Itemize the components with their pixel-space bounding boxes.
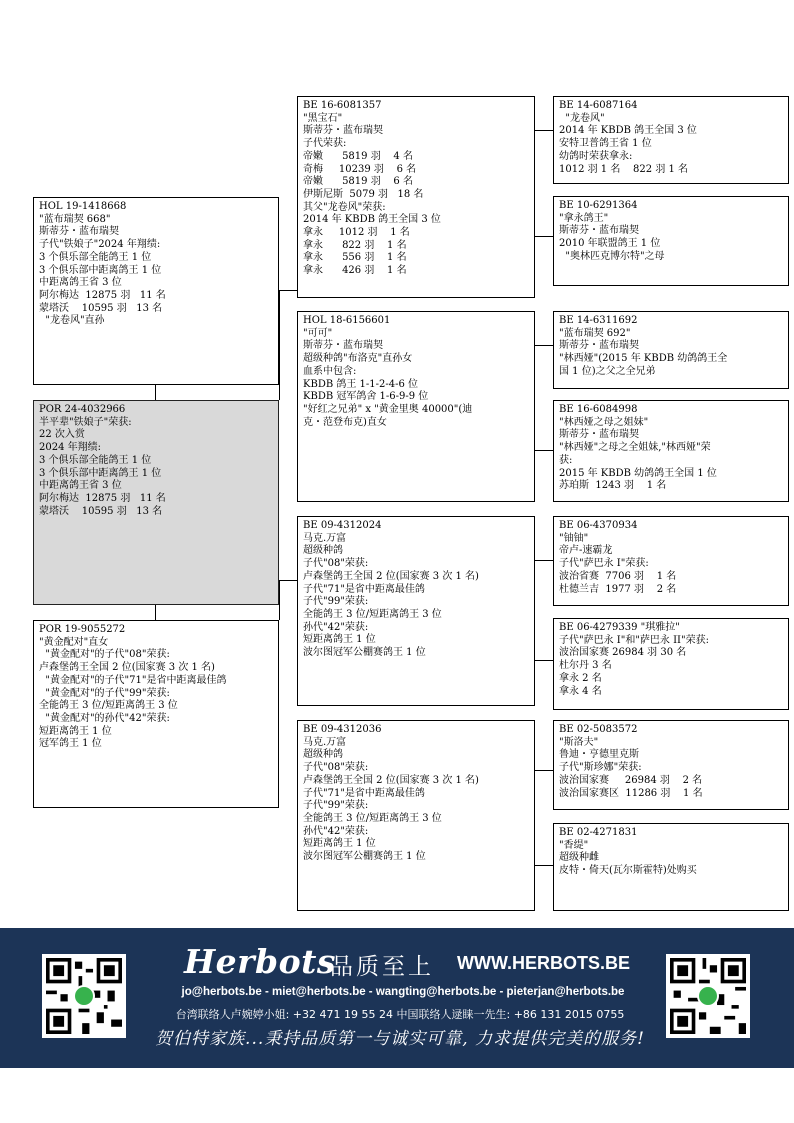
pedigree-line: "蓝布瑞契 692" [559, 327, 631, 339]
pedigree-line: 子代"铁娘子"2024 年翔绩: [39, 239, 161, 251]
connector [279, 290, 280, 400]
pedigree-line: 斯蒂芬・蓝布瑞契 [303, 125, 383, 137]
pedigree-line: BE 06-4279339 "琪雅拉" [559, 622, 680, 633]
connector [535, 345, 553, 346]
pedigree-line: POR 24-4032966 [39, 404, 126, 415]
pedigree-box-gggm-b1 [553, 618, 789, 710]
pedigree-line: 皮特・倚天(瓦尔斯霍特)处购买 [559, 865, 697, 877]
pedigree-line: "黄金配对"的子代"99"荣获: [39, 687, 170, 699]
pedigree-line: 子代"08"荣获: [303, 558, 369, 570]
pedigree-line: "蓝布瑞契 668" [39, 213, 111, 225]
connector [535, 770, 553, 771]
pedigree-line: 2024 年翔绩: [39, 442, 101, 454]
pedigree-line: 3 个俱乐部全能鸽王 1 位 [39, 454, 152, 466]
pedigree-line: 全能鸽王 3 位/短距离鸽王 3 位 [303, 812, 442, 824]
pedigree-line: 波尔图冠军公棚赛鸽王 1 位 [303, 851, 426, 863]
pedigree-line: 伊斯尼斯 5079 羽 18 名 [303, 188, 424, 200]
pedigree-box-ggf-b [297, 516, 535, 706]
pedigree-line: 短距离鸽王 1 位 [39, 725, 112, 737]
pedigree-box-gggm-b2 [553, 823, 789, 911]
connector [535, 865, 553, 866]
pedigree-line: "黑宝石" [303, 112, 343, 124]
pedigree-line: 中距离鸽王省 3 位 [39, 277, 122, 289]
qr-code-left [42, 954, 126, 1038]
pedigree-box-ggf-a [297, 96, 535, 298]
pedigree-box-gf-a [33, 197, 279, 385]
connector [535, 450, 553, 451]
pedigree-line: "可可" [303, 327, 333, 339]
pedigree-line: "好红之兄弟" x "黄金里奥 40000"(迪 [303, 403, 473, 415]
connector [279, 580, 280, 620]
pedigree-line: 其父"龙卷风"荣获: [303, 201, 386, 213]
pedigree-line: BE 16-6081357 [303, 100, 382, 111]
pedigree-line: 2015 年 KBDB 幼鸽鸽王全国 1 位 [559, 467, 717, 479]
pedigree-line: 全能鸽王 3 位/短距离鸽王 3 位 [303, 608, 442, 620]
pedigree-line: 短距离鸽王 1 位 [303, 634, 376, 646]
pedigree-line: 斯蒂芬・蓝布瑞契 [559, 429, 639, 441]
pedigree-line: HOL 19-1418668 [39, 201, 127, 212]
pedigree-line: 3 个俱乐部中距离鸽王 1 位 [39, 264, 162, 276]
pedigree-line: BE 06-4370934 [559, 520, 638, 531]
pedigree-box-gggf-a2 [553, 311, 789, 389]
pedigree-box-gggm-a2 [553, 400, 789, 502]
pedigree-line: 苏珀斯 1243 羽 1 名 [559, 480, 667, 492]
pedigree-box-gggf-b1 [553, 516, 789, 606]
pedigree-box-gggf-a1 [553, 96, 789, 184]
footer-banner [0, 928, 794, 1068]
pedigree-line: 克・范登布克)直女 [303, 416, 387, 428]
pedigree-line: 拿永 556 羽 1 名 [303, 252, 407, 264]
pedigree-line: 子代"99"荣获: [303, 596, 369, 608]
pedigree-line: 奇梅 10239 羽 6 名 [303, 163, 417, 175]
pedigree-line: 半平辈"铁娘子"荣获: [39, 416, 132, 428]
pedigree-line: 安特卫普鸽王省 1 位 [559, 138, 652, 150]
pedigree-line: 马克.万富 [303, 532, 347, 544]
connector [535, 236, 553, 237]
pedigree-line: 冠军鸽王 1 位 [39, 738, 102, 750]
pedigree-line: 拿永 4 名 [559, 685, 602, 697]
pedigree-line: 国 1 位)之父之全兄弟 [559, 365, 656, 377]
pedigree-line: 孙代"42"荣获: [303, 621, 369, 633]
pedigree-line: 超级种鸽"布洛克"直孙女 [303, 353, 413, 365]
pedigree-line: HOL 18-6156601 [303, 315, 391, 326]
pedigree-line: "林西娅"(2015 年 KBDB 幼鸽鸽王全 [559, 353, 728, 365]
wechat-icon [697, 985, 719, 1007]
pedigree-line: 卢森堡鸽王全国 2 位(国家赛 3 次 1 名) [303, 570, 479, 582]
pedigree-line: 拿永 822 羽 1 名 [303, 239, 407, 251]
connector [279, 290, 297, 291]
contact-emails[interactable]: jo@herbots.be - miet@herbots.be - wangting@herbots.be - pieterjan@herbots.be [181, 986, 625, 998]
pedigree-line: BE 14-6311692 [559, 315, 638, 326]
pedigree-box-ggm-a [297, 311, 535, 502]
pedigree-line: 帝卢-速霸龙 [559, 545, 613, 557]
qr-code-right [666, 954, 750, 1038]
pedigree-line: 波治省赛 7706 羽 1 名 [559, 570, 677, 582]
pedigree-line: 杜尔丹 3 名 [559, 660, 612, 672]
pedigree-line: 波尔图冠军公棚赛鸽王 1 位 [303, 647, 426, 659]
pedigree-line: 孙代"42"荣获: [303, 825, 369, 837]
pedigree-line: 超级种鸽 [303, 749, 343, 761]
pedigree-line: 子代荣获: [303, 138, 347, 150]
pedigree-line: 斯蒂芬・蓝布瑞契 [559, 340, 639, 352]
pedigree-line: 子代"萨巴永 I"和"萨巴永 II"荣获: [559, 634, 709, 646]
pedigree-line: 22 次入赏 [39, 429, 85, 441]
pedigree-line: 阿尔梅达 12875 羽 11 名 [39, 289, 166, 301]
pedigree-line: "龙卷风"直孙 [39, 315, 105, 327]
pedigree-box-gggf-b2 [553, 720, 789, 810]
pedigree-line: 波治国家赛区 11286 羽 1 名 [559, 787, 703, 799]
pedigree-box-ggm-b [297, 720, 535, 911]
pedigree-line: 蒙塔沃 10595 羽 13 名 [39, 505, 163, 517]
pedigree-line: "林西娅"之母之全姐妹,"林西娅"荣 [559, 442, 711, 454]
pedigree-line: 血系中包含: [303, 365, 357, 377]
pedigree-line: 杜德兰吉 1977 羽 2 名 [559, 583, 677, 595]
pedigree-line: KBDB 鸽王 1-1-2-4-6 位 [303, 378, 419, 390]
pedigree-line: "黄金配对"的孙代"42"荣获: [39, 712, 170, 724]
pedigree-line: BE 09-4312036 [303, 724, 382, 735]
pedigree-box-subject [33, 400, 279, 605]
slogan: 贺伯特家族...秉持品质第一与诚实可靠, 力求提供完美的服务! [155, 1029, 645, 1049]
pedigree-line: 2014 年 KBDB 鸽王全国 3 位 [303, 214, 441, 226]
pedigree-line: 超级种鸽 [303, 545, 343, 557]
pedigree-line: BE 16-6084998 [559, 404, 638, 415]
pedigree-line: 3 个俱乐部中距离鸽王 1 位 [39, 467, 162, 479]
pedigree-line: BE 02-5083572 [559, 724, 638, 735]
pedigree-line: 拿永 426 羽 1 名 [303, 265, 407, 277]
pedigree-line: 子代"71"是省中距离最佳鸽 [303, 787, 425, 799]
pedigree-line: 超级种雌 [559, 852, 599, 864]
pedigree-line: 斯蒂芬・蓝布瑞契 [559, 225, 639, 237]
pedigree-line: 波治国家赛 26984 羽 30 名 [559, 647, 687, 659]
pedigree-line: "铀铀" [559, 532, 589, 544]
pedigree-line: 2014 年 KBDB 鸽王全国 3 位 [559, 125, 697, 137]
pedigree-line: "拿永鸽王" [559, 212, 609, 224]
pedigree-line: "黄金配对"的子代"08"荣获: [39, 649, 170, 661]
pedigree-line: 拿永 2 名 [559, 672, 602, 684]
pedigree-line: "斯洛夫" [559, 736, 599, 748]
pedigree-line: 斯蒂芬・蓝布瑞契 [39, 226, 119, 238]
pedigree-line: "香缇" [559, 839, 589, 851]
pedigree-line: 蒙塔沃 10595 羽 13 名 [39, 302, 163, 314]
pedigree-line: "黄金配对"的子代"71"是省中距离最佳鸽 [39, 674, 227, 686]
pedigree-line: 卢森堡鸽王全国 2 位(国家赛 3 次 1 名) [39, 662, 215, 674]
pedigree-line: "林西娅之母之姐妹" [559, 416, 649, 428]
pedigree-line: 短距离鸽王 1 位 [303, 838, 376, 850]
pedigree-line: 阿尔梅达 12875 羽 11 名 [39, 492, 166, 504]
pedigree-line: 波治国家赛 26984 羽 2 名 [559, 774, 703, 786]
connector [535, 560, 553, 561]
pedigree-line: BE 09-4312024 [303, 520, 382, 531]
pedigree-line: 卢森堡鸽王全国 2 位(国家赛 3 次 1 名) [303, 774, 479, 786]
pedigree-line: 1012 羽 1 名 822 羽 1 名 [559, 163, 689, 175]
tagline: 品质至上 [330, 954, 434, 980]
pedigree-line: 子代"99"荣获: [303, 800, 369, 812]
pedigree-line: 帝嫩 5819 羽 6 名 [303, 176, 413, 188]
pedigree-line: 全能鸽王 3 位/短距离鸽王 3 位 [39, 700, 178, 712]
herbots-logo: Herbots [184, 942, 336, 981]
connector [155, 605, 156, 620]
connector [535, 660, 553, 661]
pedigree-box-gm-b [33, 620, 279, 808]
pedigree-line: 3 个俱乐部全能鸽王 1 位 [39, 251, 152, 263]
pedigree-line: BE 14-6087164 [559, 100, 638, 111]
pedigree-line: "龙卷风" [559, 112, 605, 124]
website-link[interactable]: WWW.HERBOTS.BE [457, 953, 630, 973]
pedigree-line: "奥林匹克博尔特"之母 [559, 250, 665, 262]
contact-phones: 台湾联络人卢婉婷小姐: +32 471 19 55 24 中国联络人逯睐一先生: +86 131 2015 0755 [175, 1008, 625, 1021]
pedigree-line: POR 19-9055272 [39, 624, 126, 635]
pedigree-line: 中距离鸽王省 3 位 [39, 480, 122, 492]
wechat-icon [73, 985, 95, 1007]
pedigree-line: 鲁迪・亨德里克斯 [559, 749, 639, 761]
pedigree-line: KBDB 冠军鸽舍 1-6-9-9 位 [303, 391, 429, 403]
pedigree-line: BE 02-4271831 [559, 827, 638, 838]
pedigree-line: 拿永 1012 羽 1 名 [303, 227, 410, 239]
pedigree-box-gggm-a1 [553, 196, 789, 286]
pedigree-line: "黄金配对"直女 [39, 636, 109, 648]
pedigree-line: 子代"08"荣获: [303, 762, 369, 774]
pedigree-line: 子代"斯珍娜"荣获: [559, 762, 642, 774]
connector [279, 580, 297, 581]
pedigree-line: 马克.万富 [303, 736, 347, 748]
pedigree-line: 斯蒂芬・蓝布瑞契 [303, 340, 383, 352]
pedigree-line: 子代"萨巴永 I"荣获: [559, 558, 649, 570]
pedigree-line: 幼鸽时荣获拿永: [559, 150, 633, 162]
pedigree-line: 子代"71"是省中距离最佳鸽 [303, 583, 425, 595]
pedigree-line: 2010 年联盟鸽王 1 位 [559, 238, 661, 250]
connector [535, 130, 553, 131]
pedigree-line: BE 10-6291364 [559, 200, 638, 211]
pedigree-line: 帝嫩 5819 羽 4 名 [303, 150, 413, 162]
pedigree-line: 获: [559, 454, 573, 466]
